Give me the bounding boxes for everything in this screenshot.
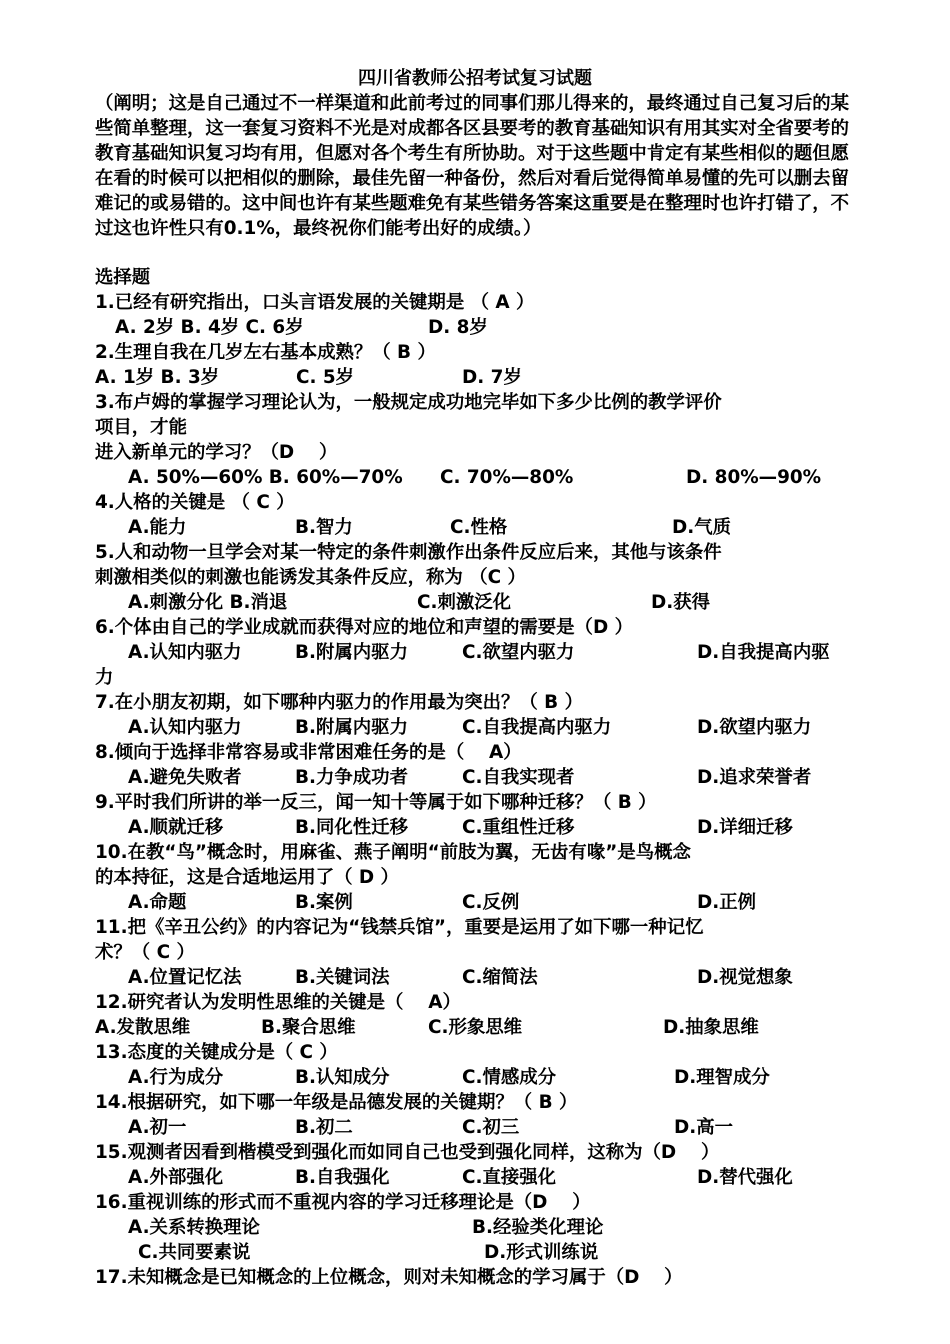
question-text-continued: 进入新单元的学习？（D ）: [95, 442, 338, 463]
option: D.获得: [651, 592, 711, 613]
intro-paragraph: （阐明；这是自己通过不一样渠道和此前考过的同事们那儿得来的，最终通过自己复习后的某些简单整理，这一套复习资料不光是对成都各区县要考的教育基础知识有用其实对全省要考的教育基础知识复习均有用，但愿对各个考生有所协助。对于这些题中肯定有某些相似的题但愿在看的时候可以把相似的删除，最佳先留一种备份，然后对看后觉得简单易懂的先可以删去留难记的或易错的。这中间也许有某些题难免有某些错务答案这重要是在整理时也许打错了，不过这也许性只有0.1%，最终祝你们能考出好的成绩。）: [95, 93, 850, 239]
option: D.欲望内驱力: [697, 717, 812, 738]
option: B.力争成功者: [295, 767, 408, 788]
option: B.附属内驱力: [295, 717, 408, 738]
option: D.详细迁移: [697, 817, 793, 838]
option-continued: 力: [95, 667, 114, 688]
option: D.抽象思维: [663, 1017, 759, 1038]
option: D.追求荣誉者: [697, 767, 812, 788]
question-text: 10.在教“鸟”概念时，用麻雀、燕子阐明“前肢为翼，无齿有喙”是鸟概念: [95, 842, 691, 863]
option: C.初三: [462, 1117, 520, 1138]
question-text: 8.倾向于选择非常容易或非常困难任务的是（ A）: [95, 742, 522, 763]
option: D.理智成分: [674, 1067, 770, 1088]
option: D.形式训练说: [484, 1242, 599, 1263]
option: A. 50%—60% B. 60%—70%: [128, 467, 403, 488]
option: C.欲望内驱力: [462, 642, 575, 663]
option: B.认知成分: [295, 1067, 390, 1088]
option: A.能力: [128, 517, 187, 538]
option: A.命题: [128, 892, 187, 913]
option: C. 70%—80%: [440, 467, 574, 488]
option: C.刺激泛化: [417, 592, 512, 613]
option: B.关键词法: [295, 967, 390, 988]
option: C.情感成分: [462, 1067, 557, 1088]
option: A.发散思维: [95, 1017, 191, 1038]
question-text: 13.态度的关键成分是（ C ）: [95, 1042, 338, 1063]
option: D. 8岁: [428, 317, 488, 338]
option: C. 5岁: [296, 367, 355, 388]
option: D. 7岁: [462, 367, 522, 388]
option: D.替代强化: [697, 1167, 793, 1188]
option: C.直接强化: [462, 1167, 557, 1188]
option: D.自我提高内驱: [697, 642, 830, 663]
option: A.认知内驱力: [128, 717, 242, 738]
option: B.初二: [295, 1117, 353, 1138]
option: A.顺就迁移: [128, 817, 224, 838]
option: C.反例: [462, 892, 520, 913]
option: B.附属内驱力: [295, 642, 408, 663]
question-text: 9.平时我们所讲的举一反三，闻一知十等属于如下哪种迁移？（ B ）: [95, 792, 657, 813]
option: B.聚合思维: [261, 1017, 356, 1038]
option: A.外部强化: [128, 1167, 224, 1188]
option: A.位置记忆法: [128, 967, 242, 988]
question-text: 14.根据研究，如下哪一年级是品德发展的关键期？（ B ）: [95, 1092, 578, 1113]
question-text: 11.把《辛丑公约》的内容记为“钱禁兵馆”，重要是运用了如下哪一种记忆: [95, 917, 704, 938]
question-text-continued: 项目，才能: [95, 417, 187, 438]
question-text: 7.在小朋友初期，如下哪种内驱力的作用最为突出？（ B ）: [95, 692, 583, 713]
question-text: 3.布卢姆的掌握学习理论认为，一般规定成功地完毕如下多少比例的教学评价: [95, 392, 722, 413]
option: B.案例: [295, 892, 353, 913]
question-text: 1.已经有研究指出，口头言语发展的关键期是 （ A ）: [95, 292, 535, 313]
option: A. 2岁 B. 4岁 C. 6岁: [115, 317, 304, 338]
question-text: 6.个体由自己的学业成就而获得对应的地位和声望的需要是（D ）: [95, 617, 633, 638]
option: B.经验类化理论: [472, 1217, 604, 1238]
section-heading: 选择题: [95, 267, 151, 288]
option: D. 80%—90%: [686, 467, 822, 488]
option: A.避免失败者: [128, 767, 242, 788]
option: B.同化性迁移: [295, 817, 408, 838]
option: A.行为成分: [128, 1067, 224, 1088]
option: B.自我强化: [295, 1167, 390, 1188]
option: D.高一: [674, 1117, 734, 1138]
option: A.初一: [128, 1117, 187, 1138]
question-text: 15.观测者因看到楷模受到强化而如同自己也受到强化同样，这称为（D ）: [95, 1142, 720, 1163]
option: C.缩简法: [462, 967, 538, 988]
option: D.正例: [697, 892, 757, 913]
question-text: 2.生理自我在几岁左右基本成熟？（ B ）: [95, 342, 436, 363]
question-text-continued: 刺激相类似的刺激也能诱发其条件反应，称为 （C ）: [95, 567, 526, 588]
option: C.共同要素说: [138, 1242, 251, 1263]
option: D.视觉想象: [697, 967, 793, 988]
option: C.自我实现者: [462, 767, 575, 788]
option: B.智力: [295, 517, 353, 538]
document-title: 四川省教师公招考试复习试题: [358, 68, 592, 89]
question-text: 4.人格的关键是 （ C ）: [95, 492, 295, 513]
question-text: 16.重视训练的形式而不重视内容的学习迁移理论是（D ）: [95, 1192, 591, 1213]
question-text-continued: 术？（ C ）: [95, 942, 195, 963]
question-text: 5.人和动物一旦学会对某一特定的条件刺激作出条件反应后来，其他与该条件: [95, 542, 722, 563]
option: C.形象思维: [428, 1017, 523, 1038]
option: C.重组性迁移: [462, 817, 575, 838]
option: C.性格: [450, 517, 508, 538]
option: A.刺激分化 B.消退: [128, 592, 288, 613]
option: C.自我提高内驱力: [462, 717, 612, 738]
question-text: 12.研究者认为发明性思维的关键是（ A）: [95, 992, 461, 1013]
option: A.关系转换理论: [128, 1217, 260, 1238]
option: D.气质: [672, 517, 732, 538]
question-text-continued: 的本持征，这是合适地运用了（ D ）: [95, 867, 399, 888]
option: A. 1岁 B. 3岁: [95, 367, 220, 388]
question-text: 17.未知概念是已知概念的上位概念，则对未知概念的学习属于（D ）: [95, 1267, 683, 1288]
option: A.认知内驱力: [128, 642, 242, 663]
